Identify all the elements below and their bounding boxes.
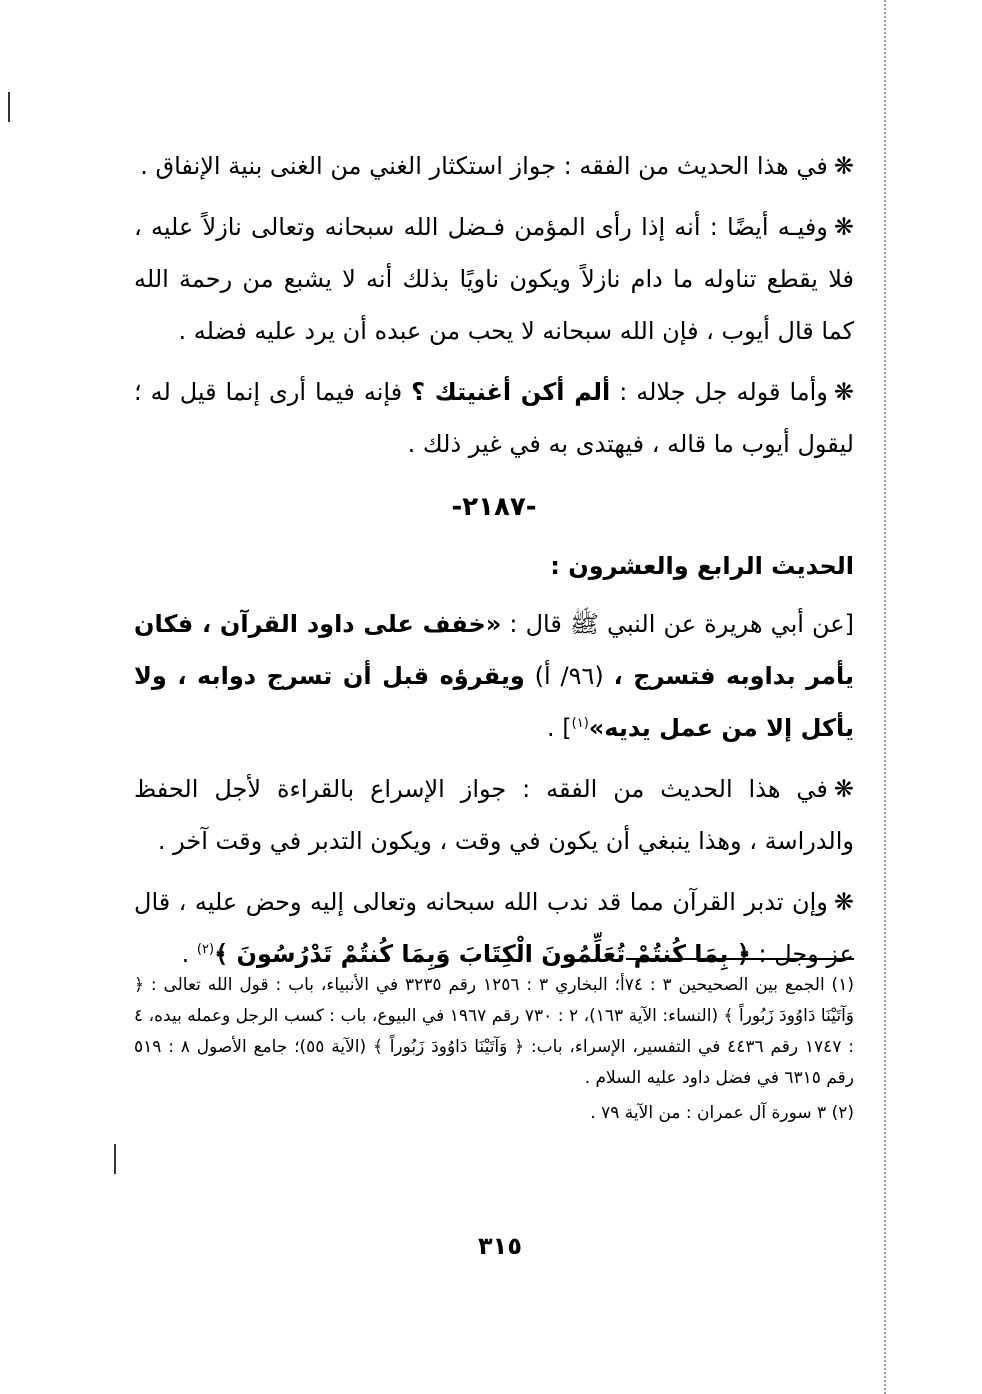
paragraph-4 [134, 763, 854, 867]
bullet-star: ❋ [833, 378, 854, 406]
paragraph-1 [134, 140, 854, 192]
hadith-intro: [عن أبي هريرة عن النبي ﷺ قال : [509, 610, 854, 638]
hadith-heading: الحديث الرابع والعشرون : [550, 552, 854, 580]
paragraph-text: وفيـه أيضًا : أنه إذا رأى المؤمن فـضل الله سبحانه وتعالى نازلاً عليه ، فلا يقطع تناوله ما دام نازلاً ويكون ناويًا بذلك أنه لا يشبع من رحمة الله كما قال أيوب ، فإن الله سبحانه لا يحب من عبده أن يرد عليه فضله . [134, 213, 854, 345]
paragraph-text: وأما قوله جل جلاله : [619, 378, 828, 406]
paragraph-5 [134, 876, 854, 980]
bracket-close: ] . [547, 714, 572, 742]
paragraph-text: فإنه فيما أرى إنما قيل له ؛ ليقول أيوب ما قاله ، فيهتدى به في غير ذلك . [134, 378, 854, 458]
hadith-number: -٢١٨٧- [451, 492, 537, 522]
bullet-star: ❋ [833, 152, 854, 180]
folio-marker: (٩٦/ أ) [534, 662, 604, 690]
paragraph-text: في هذا الحديث من الفقه : جواز الإسراع بالقراءة لأجل الحفظ والدراسة ، وهذا ينبغي أن يكون في وقت ، ويكون التدبر في وقت آخر . [134, 775, 854, 855]
footnote-2: (٢) ٣ سورة آل عمران : من الآية ٧٩ . [590, 1103, 854, 1123]
footnote-1: (١) الجمع بين الصحيحين ٣ : ٧٤أ؛ البخاري ٣ : ١٢٥٦ رقم ٣٢٣٥ في الأنبياء، باب : قول الله تعالى : ﴿ وَآتَيْنَا دَاوُودَ زَبُوراً ﴾ (النساء: الآية ١٦٣)، ٢ : ٧٣٠ رقم ١٩٦٧ في البيوع، باب : كسب الرجل وعمله بيده، ٤ : ١٧٤٧ رقم ٤٤٣٦ في التفسير، الإسراء، باب: ﴿ وَآتَيْنَا دَاوُودَ زَبُوراً ﴾ (الآية ٥٥)؛ جامع الأصول ٨ : ٥١٩ رقم ٦٣١٥ في فضل داود عليه السلام . [134, 975, 855, 1088]
hadith-quote: ويقرؤه قبل أن تسرج دوابه ، ولا يأكل إلا من عمل يديه» [134, 662, 854, 742]
footnote-ref[interactable]: (١) [571, 716, 589, 731]
page-edge-dots [884, 0, 886, 1394]
paragraph-text: وإن تدبر القرآن مما قد ندب الله سبحانه وتعالى إليه وحض عليه ، قال عز وجل : [134, 888, 854, 968]
margin-mark [114, 1144, 116, 1174]
bullet-star: ❋ [833, 888, 854, 916]
paragraph-2 [134, 201, 854, 357]
bullet-star: ❋ [833, 213, 854, 241]
quoted-phrase: ألم أكن أغنيتك ؟ [411, 378, 611, 406]
footnotes [134, 970, 854, 1133]
hadith-text [134, 598, 854, 754]
paragraph-text: في هذا الحديث من الفقه : جواز استكثار الغني من الغنى بنية الإنفاق . [140, 152, 828, 180]
page-number: ٣١٥ [478, 1232, 522, 1260]
footnote-separator [626, 958, 854, 960]
footnote-ref[interactable]: (٢) [196, 942, 215, 957]
quran-verse: ﴿ بِمَا كُنتُمْ تُعَلِّمُونَ الْكِتَابَ وَبِمَا كُنتُمْ تَدْرُسُونَ ﴾ [214, 940, 751, 968]
paragraph-3 [134, 366, 854, 470]
bullet-star: ❋ [833, 775, 854, 803]
main-text [134, 140, 854, 989]
sentence-end: . [181, 940, 190, 968]
hadith-quote: «خفف على داود القرآن ، فكان يأمر بداوبه فتسرج ، [134, 610, 854, 690]
margin-mark [8, 92, 10, 122]
